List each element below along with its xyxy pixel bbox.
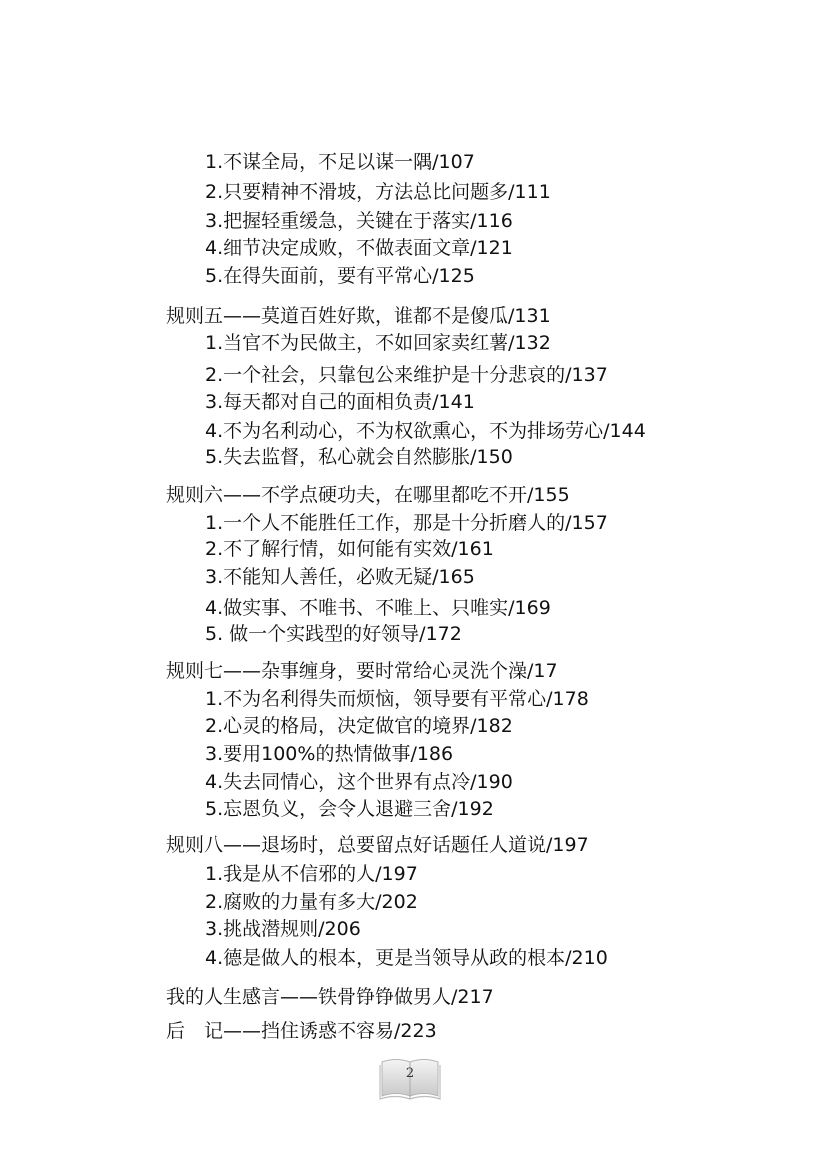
toc-entry: 5.在得失面前，要有平常心/125	[205, 265, 475, 287]
toc-chapter: 我的人生感言——铁骨铮铮做男人/217	[166, 986, 494, 1008]
toc-entry: 1.一个人不能胜任工作，那是十分折磨人的/157	[205, 512, 608, 534]
toc-entry: 3.每天都对自己的面相负责/141	[205, 391, 475, 413]
toc-entry: 2.一个社会，只靠包公来维护是十分悲哀的/137	[205, 364, 608, 386]
toc-chapter: 规则八——退场时，总要留点好话题任人道说/197	[166, 834, 589, 856]
toc-entry: 3.要用100%的热情做事/186	[205, 743, 454, 765]
toc-entry: 5.失去监督，私心就会自然膨胀/150	[205, 446, 513, 468]
toc-entry: 2.只要精神不滑坡，方法总比问题多/111	[205, 181, 551, 203]
toc-chapter: 规则六——不学点硬功夫，在哪里都吃不开/155	[166, 484, 570, 506]
toc-entry: 1.不为名利得失而烦恼，领导要有平常心/178	[205, 688, 589, 710]
toc-entry: 3.挑战潜规则/206	[205, 918, 361, 940]
page-number-badge	[378, 1056, 442, 1102]
toc-entry: 4.细节决定成败，不做表面文章/121	[205, 237, 513, 259]
toc-entry: 1.我是从不信邪的人/197	[205, 863, 418, 885]
toc-entry: 2.不了解行情，如何能有实效/161	[205, 538, 494, 560]
toc-entry: 5. 做一个实践型的好领导/172	[205, 623, 462, 645]
toc-entry: 3.不能知人善任，必败无疑/165	[205, 566, 475, 588]
toc-chapter: 后 记——挡住诱惑不容易/223	[166, 1020, 437, 1042]
toc-entry: 5.忘恩负义，会令人退避三舍/192	[205, 798, 494, 820]
toc-entry: 4.做实事、不唯书、不唯上、只唯实/169	[205, 597, 551, 619]
toc-chapter: 规则五——莫道百姓好欺，谁都不是傻瓜/131	[166, 305, 551, 327]
toc-entry: 4.德是做人的根本，更是当领导从政的根本/210	[205, 947, 608, 969]
toc-entry: 1.当官不为民做主，不如回家卖红薯/132	[205, 332, 551, 354]
toc-chapter: 规则七——杂事缠身，要时常给心灵洗个澡/17	[166, 660, 558, 682]
toc-entry: 1.不谋全局，不足以谋一隅/107	[205, 151, 475, 173]
toc-entry: 2.腐败的力量有多大/202	[205, 891, 418, 913]
toc-entry: 2.心灵的格局，决定做官的境界/182	[205, 715, 513, 737]
page-number: 2	[405, 1066, 415, 1081]
toc-entry: 3.把握轻重缓急，关键在于落实/116	[205, 210, 513, 232]
toc-entry: 4.失去同情心，这个世界有点冷/190	[205, 771, 513, 793]
toc-entry: 4.不为名利动心，不为权欲熏心，不为排场劳心/144	[205, 420, 646, 442]
